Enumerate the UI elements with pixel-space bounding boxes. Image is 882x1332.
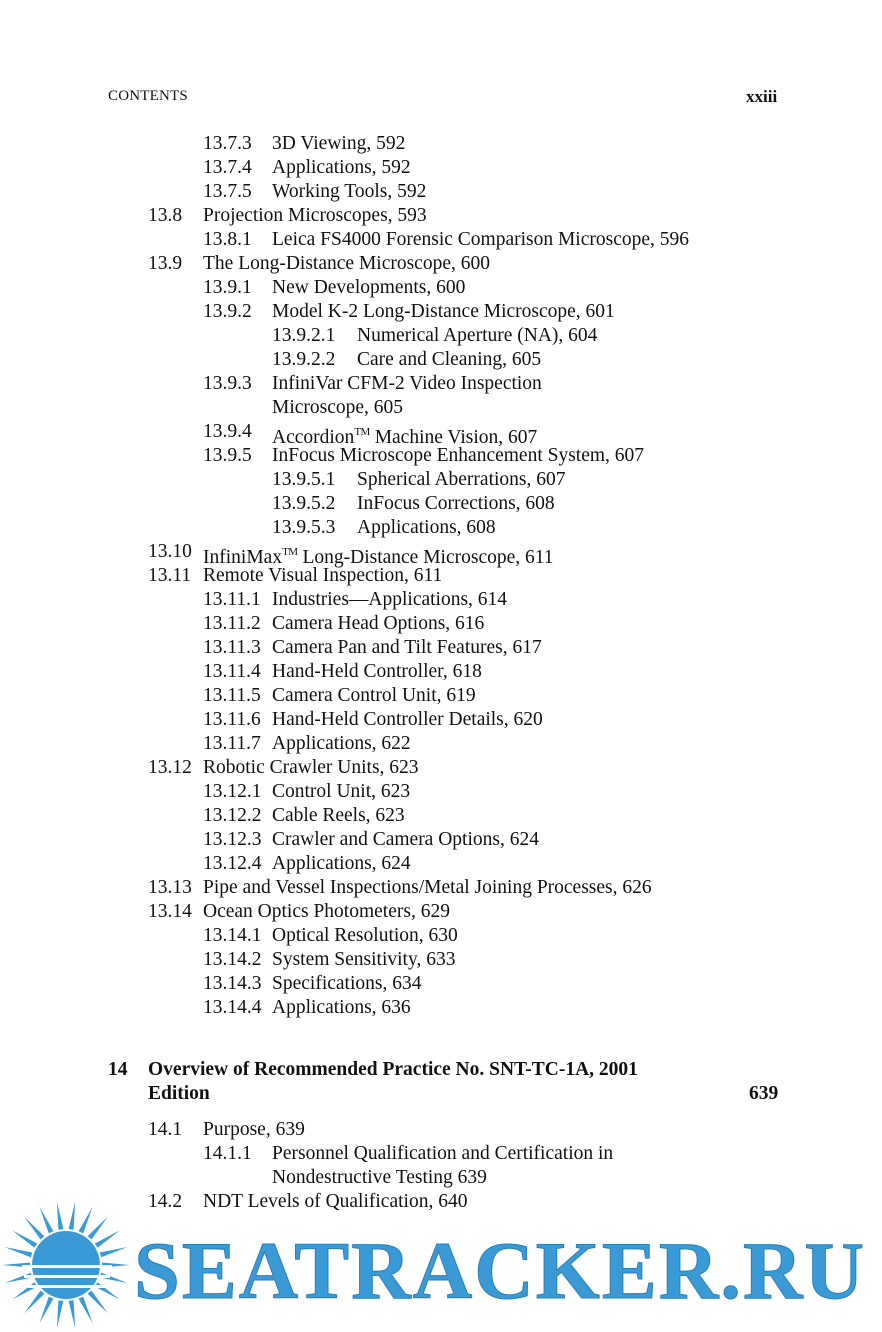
section-title: Hand-Held Controller, 618	[272, 661, 482, 682]
section-title: Applications, 608	[357, 517, 496, 538]
toc-entry[interactable]	[0, 660, 882, 684]
toc-entry[interactable]	[0, 468, 882, 492]
toc-entry[interactable]	[0, 252, 882, 276]
trademark-mark: TM	[282, 546, 298, 558]
section-title: NDT Levels of Qualification, 640	[203, 1191, 468, 1212]
chapter-number: 14	[108, 1059, 128, 1080]
section-title: Control Unit, 623	[272, 781, 411, 802]
section-title: Personnel Qualification and Certification in	[272, 1143, 614, 1164]
toc-entry[interactable]	[0, 564, 882, 588]
section-title: InfiniVar CFM-2 Video Inspection	[272, 373, 542, 394]
section-title: Applications, 622	[272, 733, 411, 754]
chapter-title-line1: Overview of Recommended Practice No. SNT-TC-1A, 2001	[148, 1059, 638, 1080]
section-title: The Long-Distance Microscope, 600	[203, 253, 490, 274]
section-title: Numerical Aperture (NA), 604	[357, 325, 598, 346]
toc-entry[interactable]	[0, 852, 882, 876]
section-title-rest: Long-Distance Microscope, 611	[297, 547, 554, 568]
section-title: Remote Visual Inspection, 611	[203, 565, 443, 586]
section-title: Pipe and Vessel Inspections/Metal Joining Processes, 626	[203, 877, 652, 898]
section-number: 13.11.1	[203, 589, 261, 610]
sun-ray	[57, 1202, 64, 1230]
toc-entry[interactable]	[0, 372, 882, 396]
toc-entry[interactable]	[0, 516, 882, 540]
toc-entry[interactable]	[0, 540, 882, 568]
section-number: 13.9.2.1	[272, 325, 336, 346]
section-number: 14.1	[148, 1119, 183, 1140]
toc-entry[interactable]	[0, 828, 882, 852]
section-title: Camera Control Unit, 619	[272, 685, 476, 706]
section-number: 13.11.7	[203, 733, 261, 754]
section-number: 13.14.2	[203, 949, 262, 970]
section-number: 13.11	[148, 565, 192, 586]
toc-entry[interactable]	[0, 420, 882, 448]
section-number: 13.8	[148, 205, 183, 226]
section-number: 13.9.5.2	[272, 493, 336, 514]
toc-entry[interactable]	[0, 1166, 882, 1190]
toc-entry[interactable]	[0, 1118, 882, 1142]
section-title: Applications, 592	[272, 157, 411, 178]
section-number: 13.9.3	[203, 373, 252, 394]
section-title: InFocus Microscope Enhancement System, 607	[272, 445, 645, 466]
section-number: 13.9.4	[203, 421, 252, 442]
section-number: 13.12.4	[203, 853, 262, 874]
toc-entry[interactable]	[0, 180, 882, 204]
toc-entry[interactable]	[0, 684, 882, 708]
section-number: 14.1.1	[203, 1143, 252, 1164]
section-number: 13.8.1	[203, 229, 252, 250]
sun-ray	[95, 1230, 120, 1247]
section-number: 13.7.3	[203, 133, 252, 154]
toc-entry[interactable]	[0, 732, 882, 756]
toc-entry[interactable]	[0, 996, 882, 1020]
watermark-text: SEATRACKER.RU	[134, 1225, 866, 1316]
toc-entry[interactable]	[0, 756, 882, 780]
toc-entry[interactable]	[0, 276, 882, 300]
section-title: System Sensitivity, 633	[272, 949, 456, 970]
toc-entry[interactable]	[0, 900, 882, 924]
section-number: 13.12.1	[203, 781, 262, 802]
sun-ray	[79, 1207, 93, 1234]
section-title-main: Accordion	[272, 427, 355, 448]
sun-ray	[88, 1291, 108, 1314]
section-title: Cable Reels, 623	[272, 805, 405, 826]
chapter-page: 639	[749, 1083, 779, 1104]
section-number: 13.10	[148, 541, 192, 562]
sun-ray	[57, 1300, 64, 1328]
toc-entry[interactable]	[0, 204, 882, 228]
watermark	[0, 1195, 882, 1332]
section-number: 13.13	[148, 877, 192, 898]
section-title: Applications, 636	[272, 997, 411, 1018]
toc-entry[interactable]	[0, 132, 882, 156]
toc-entry[interactable]	[0, 396, 882, 420]
sun-ray	[100, 1247, 128, 1257]
toc-entry[interactable]	[0, 948, 882, 972]
section-number: 13.9.2.2	[272, 349, 336, 370]
section-title: Model K-2 Long-Distance Microscope, 601	[272, 301, 615, 322]
section-title: Working Tools, 592	[272, 181, 427, 202]
sun-ray	[24, 1291, 44, 1314]
section-title: InFocus Corrections, 608	[357, 493, 555, 514]
section-number: 13.11.6	[203, 709, 261, 730]
sun-ray	[12, 1282, 37, 1299]
section-number: 13.7.5	[203, 181, 252, 202]
section-title: Crawler and Camera Options, 624	[272, 829, 539, 850]
section-number: 13.9.5	[203, 445, 252, 466]
section-title: Care and Cleaning, 605	[357, 349, 542, 370]
sun-ray	[79, 1297, 93, 1324]
trademark-mark: TM	[354, 426, 370, 438]
section-number: 13.14.4	[203, 997, 262, 1018]
toc-entry[interactable]	[0, 972, 882, 996]
running-head-contents: CONTENTS	[108, 88, 188, 104]
section-title: Microscope, 605	[272, 397, 404, 418]
toc-entry[interactable]	[0, 228, 882, 252]
toc-entry[interactable]	[0, 324, 882, 348]
section-title: Specifications, 634	[272, 973, 422, 994]
toc-entry[interactable]	[0, 924, 882, 948]
toc-entry[interactable]	[0, 156, 882, 180]
section-number: 13.9	[148, 253, 183, 274]
section-title: Purpose, 639	[203, 1119, 305, 1140]
toc-entry[interactable]	[0, 444, 882, 468]
toc-entry[interactable]	[0, 708, 882, 732]
section-title-rest: Machine Vision, 607	[369, 427, 538, 448]
section-number: 13.11.3	[203, 637, 261, 658]
section-title: Camera Pan and Tilt Features, 617	[272, 637, 542, 658]
section-title: Applications, 624	[272, 853, 411, 874]
section-title: Ocean Optics Photometers, 629	[203, 901, 450, 922]
section-number: 13.9.5.3	[272, 517, 336, 538]
toc-entry[interactable]	[0, 300, 882, 324]
toc-entry[interactable]	[0, 348, 882, 372]
sun-ray	[12, 1230, 37, 1247]
section-number: 13.12.3	[203, 829, 262, 850]
section-title-main: InfiniMax	[203, 547, 283, 568]
toc-entry[interactable]	[0, 876, 882, 900]
section-number: 13.7.4	[203, 157, 252, 178]
sun-ray	[69, 1300, 76, 1328]
chapter-title-line2: Edition	[148, 1083, 210, 1104]
section-title: Hand-Held Controller Details, 620	[272, 709, 543, 730]
section-title: Nondestructive Testing 639	[272, 1167, 487, 1188]
section-title: Spherical Aberrations, 607	[357, 469, 566, 490]
section-title: Leica FS4000 Forensic Comparison Microscope, 596	[272, 229, 690, 250]
section-number: 13.14.1	[203, 925, 262, 946]
toc-entry[interactable]	[0, 588, 882, 612]
toc-entry[interactable]	[0, 636, 882, 660]
section-title: Camera Head Options, 616	[272, 613, 485, 634]
toc-entry[interactable]	[0, 804, 882, 828]
section-number: 13.11.5	[203, 685, 261, 706]
section-number: 13.9.5.1	[272, 469, 336, 490]
sun-ray	[88, 1217, 108, 1240]
section-number: 13.11.2	[203, 613, 261, 634]
section-number: 14.2	[148, 1191, 183, 1212]
toc-entry[interactable]	[0, 492, 882, 516]
section-title: Projection Microscopes, 593	[203, 205, 427, 226]
sun-ray	[95, 1282, 120, 1299]
sun-ray	[39, 1207, 53, 1234]
sun-ray	[24, 1217, 44, 1240]
toc-entry[interactable]	[0, 780, 882, 804]
section-number: 13.14.3	[203, 973, 262, 994]
toc-entry[interactable]	[0, 1142, 882, 1166]
sun-ray	[39, 1297, 53, 1324]
sun-icon	[2, 1202, 130, 1329]
section-title: Optical Resolution, 630	[272, 925, 458, 946]
section-number: 13.12	[148, 757, 192, 778]
toc-entry[interactable]	[0, 612, 882, 636]
section-number: 13.11.4	[203, 661, 261, 682]
section-title: New Developments, 600	[272, 277, 466, 298]
sun-ray	[69, 1202, 76, 1230]
section-number: 13.9.2	[203, 301, 252, 322]
section-number: 13.9.1	[203, 277, 252, 298]
sun-ray	[5, 1247, 33, 1257]
section-title: Industries—Applications, 614	[272, 589, 508, 610]
section-number: 13.12.2	[203, 805, 262, 826]
page-number: xxiii	[746, 87, 778, 106]
section-title: 3D Viewing, 592	[272, 133, 406, 154]
section-number: 13.14	[148, 901, 192, 922]
section-title: Robotic Crawler Units, 623	[203, 757, 419, 778]
